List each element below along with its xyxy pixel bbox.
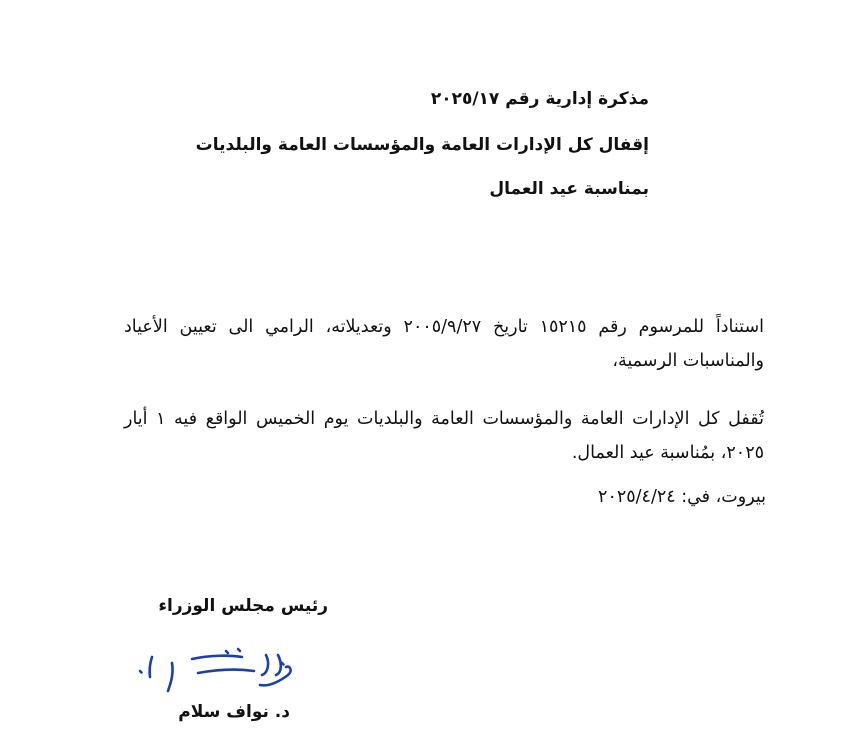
signatory-name: د. نواف سلام [178, 702, 290, 722]
place-and-date: بيروت، في: ٢٠٢٥/٤/٢٤ [598, 487, 766, 507]
memo-title: مذكرة إدارية رقم ٢٠٢٥/١٧ [430, 89, 649, 109]
body-paragraph-closure-decision: تُقفل كل الإدارات العامة والمؤسسات العامة والبلديات يوم الخميس الواقع فيه ١ أيار ٢٠٢٥، بمُناسبة عيد العمال. [124, 408, 764, 463]
memo-subject-line-2: بمناسبة عيد العمال [489, 179, 649, 199]
signatory-title: رئيس مجلس الوزراء [158, 596, 328, 616]
memo-subject-line-1: إقفال كل الإدارات العامة والمؤسسات العامة والبلديات [195, 135, 649, 155]
body-paragraph-legal-basis: استناداً للمرسوم رقم ١٥٢١٥ تاريخ ٢٠٠٥/٩/٢٧ وتعديلاته، الرامي الى تعيين الأعياد والمناسبات الرسمية، [124, 316, 764, 371]
memo-header [196, 88, 649, 200]
